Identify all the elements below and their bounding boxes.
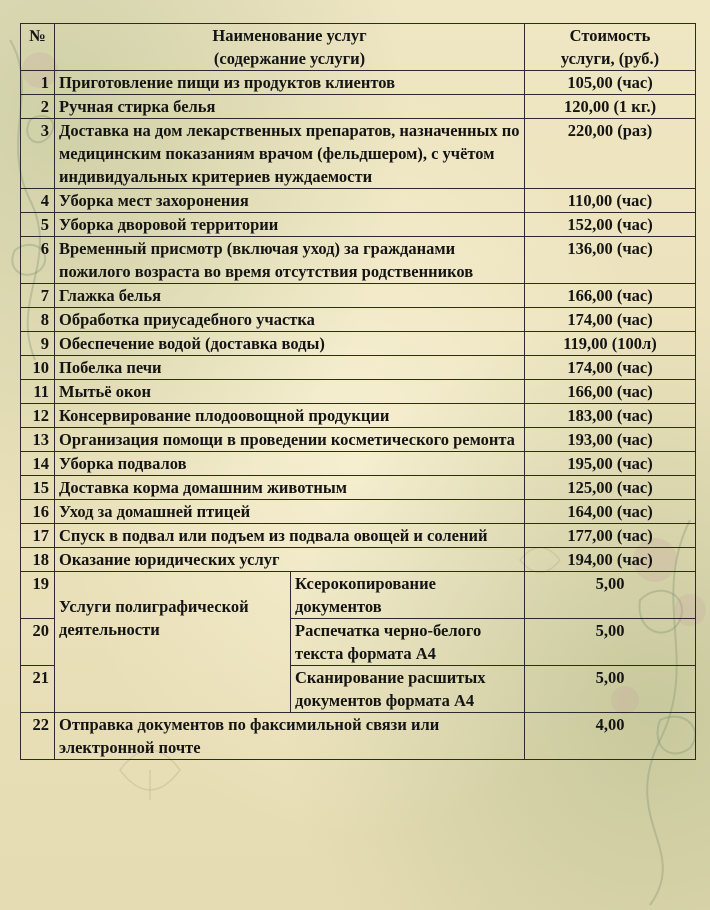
row-number: 9 xyxy=(21,332,55,356)
row-price: 166,00 (час) xyxy=(525,284,696,308)
row-number: 15 xyxy=(21,476,55,500)
row-number: 17 xyxy=(21,524,55,548)
row-price: 120,00 (1 кг.) xyxy=(525,95,696,119)
row-number: 2 xyxy=(21,95,55,119)
header-price-line1: Стоимость xyxy=(569,26,651,45)
row-price: 164,00 (час) xyxy=(525,500,696,524)
row-price: 174,00 (час) xyxy=(525,308,696,332)
row-service: Отправка документов по факсимильной связи или электронной почте xyxy=(55,713,525,760)
row-number: 8 xyxy=(21,308,55,332)
row-number: 5 xyxy=(21,213,55,237)
row-number: 11 xyxy=(21,380,55,404)
row-price: 5,00 xyxy=(525,666,696,713)
header-number: № xyxy=(21,24,55,71)
row-number: 13 xyxy=(21,428,55,452)
row-price: 5,00 xyxy=(525,619,696,666)
row-price: 119,00 (100л) xyxy=(525,332,696,356)
row-service: Доставка корма домашним животным xyxy=(55,476,525,500)
table-row xyxy=(21,572,696,619)
table-row xyxy=(21,548,696,572)
table-row xyxy=(21,237,696,284)
table-row xyxy=(21,308,696,332)
row-service: Уборка мест захоронения xyxy=(55,189,525,213)
row-service: Ручная стирка белья xyxy=(55,95,525,119)
row-service: Распечатка черно-белого текста формата А4 xyxy=(291,619,525,666)
row-price: 110,00 (час) xyxy=(525,189,696,213)
row-number: 19 xyxy=(21,572,55,619)
row-price: 183,00 (час) xyxy=(525,404,696,428)
table-row xyxy=(21,356,696,380)
row-price: 177,00 (час) xyxy=(525,524,696,548)
row-service: Мытьё окон xyxy=(55,380,525,404)
row-price: 4,00 xyxy=(525,713,696,760)
header-price xyxy=(525,24,696,71)
row-service: Ксерокопирование документов xyxy=(291,572,525,619)
row-service: Обработка приусадебного участка xyxy=(55,308,525,332)
table-row xyxy=(21,713,696,760)
table-row xyxy=(21,189,696,213)
row-number: 21 xyxy=(21,666,55,713)
row-number: 22 xyxy=(21,713,55,760)
row-price: 195,00 (час) xyxy=(525,452,696,476)
row-number: 1 xyxy=(21,71,55,95)
row-number: 12 xyxy=(21,404,55,428)
table-row xyxy=(21,380,696,404)
row-number: 18 xyxy=(21,548,55,572)
table-row xyxy=(21,71,696,95)
row-service: Уборка дворовой территории xyxy=(55,213,525,237)
table-row xyxy=(21,500,696,524)
row-price: 166,00 (час) xyxy=(525,380,696,404)
table-row xyxy=(21,119,696,189)
row-service: Организация помощи в проведении косметического ремонта xyxy=(55,428,525,452)
row-price: 194,00 (час) xyxy=(525,548,696,572)
row-service: Сканирование расшитых документов формата А4 xyxy=(291,666,525,713)
row-service: Обеспечение водой (доставка воды) xyxy=(55,332,525,356)
row-service: Консервирование плодоовощной продукции xyxy=(55,404,525,428)
table-header-row xyxy=(21,24,696,71)
row-number: 4 xyxy=(21,189,55,213)
row-price: 174,00 (час) xyxy=(525,356,696,380)
row-number: 6 xyxy=(21,237,55,284)
table-row xyxy=(21,524,696,548)
row-service: Оказание юридических услуг xyxy=(55,548,525,572)
services-price-table xyxy=(20,23,696,760)
row-price: 125,00 (час) xyxy=(525,476,696,500)
row-price: 136,00 (час) xyxy=(525,237,696,284)
table-row xyxy=(21,452,696,476)
row-number: 7 xyxy=(21,284,55,308)
row-number: 20 xyxy=(21,619,55,666)
table-row xyxy=(21,95,696,119)
row-price: 193,00 (час) xyxy=(525,428,696,452)
row-service: Приготовление пищи из продуктов клиентов xyxy=(55,71,525,95)
row-service: Спуск в подвал или подъем из подвала овощей и солений xyxy=(55,524,525,548)
row-number: 14 xyxy=(21,452,55,476)
table-row xyxy=(21,428,696,452)
row-price: 5,00 xyxy=(525,572,696,619)
row-price: 220,00 (раз) xyxy=(525,119,696,189)
row-service: Доставка на дом лекарственных препаратов, назначенных по медицинским показаниям врачом (фельдшером), с учётом индивидуальных критериев нуждаемости xyxy=(55,119,525,189)
header-service-line2: (содержание услуги) xyxy=(213,49,366,68)
row-service: Уборка подвалов xyxy=(55,452,525,476)
table-row xyxy=(21,332,696,356)
row-service: Глажка белья xyxy=(55,284,525,308)
row-service: Побелка печи xyxy=(55,356,525,380)
row-number: 16 xyxy=(21,500,55,524)
row-service: Уход за домашней птицей xyxy=(55,500,525,524)
table-row xyxy=(21,284,696,308)
row-price: 152,00 (час) xyxy=(525,213,696,237)
row-service: Временный присмотр (включая уход) за гражданами пожилого возраста во время отсутствия родственников xyxy=(55,237,525,284)
printing-services-group-label: Услуги полиграфической деятельности xyxy=(55,572,291,713)
table-row xyxy=(21,213,696,237)
header-service xyxy=(55,24,525,71)
header-service-line1: Наименование услуг xyxy=(212,26,367,45)
table-row xyxy=(21,476,696,500)
row-number: 10 xyxy=(21,356,55,380)
row-price: 105,00 (час) xyxy=(525,71,696,95)
header-price-line2: услуги, (руб.) xyxy=(560,49,660,68)
row-number: 3 xyxy=(21,119,55,189)
table-row xyxy=(21,404,696,428)
